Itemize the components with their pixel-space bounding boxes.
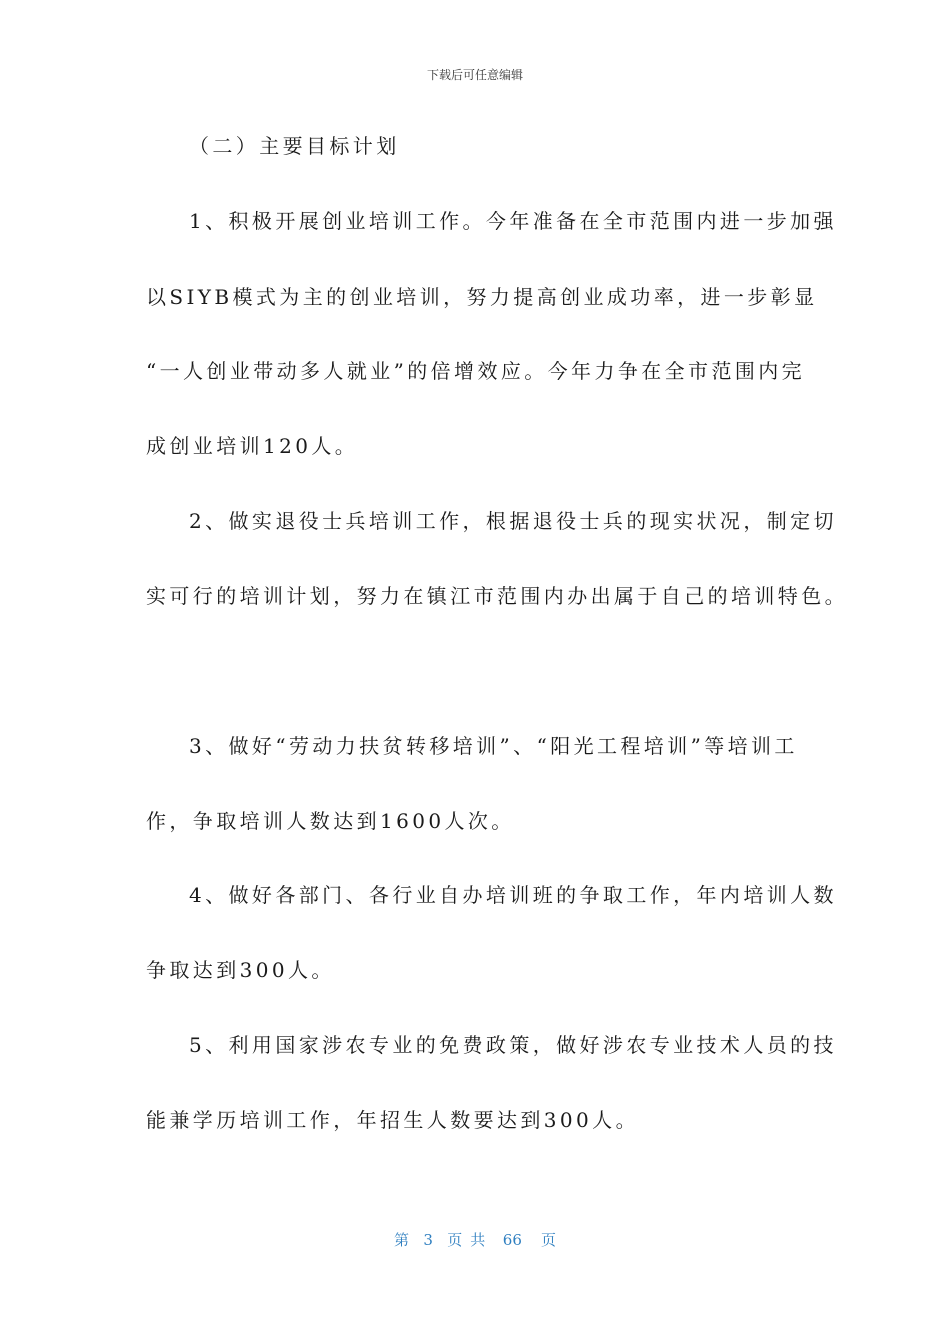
page-header: 下载后可任意编辑 [426, 68, 523, 82]
paragraph-1-line-3: “一人创业带动多人就业”的倍增效应。今年力争在全市范围内完 [146, 359, 806, 383]
paragraph-3-line-2: 作，争取培训人数达到1600人次。 [146, 809, 515, 833]
paragraph-1-line-2: 以SIYB模式为主的创业培训，努力提高创业成功率，进一步彰显 [146, 285, 818, 309]
footer-current-page: 3 [423, 1231, 433, 1249]
paragraph-1-line-4: 成创业培训120人。 [146, 434, 359, 458]
paragraph-5-line-2: 能兼学历培训工作，年招生人数要达到300人。 [146, 1108, 639, 1132]
paragraph-3-line-1: 3、做好“劳动力扶贫转移培训”、“阳光工程培训”等培训工 [189, 734, 798, 758]
paragraph-5-line-1: 5、利用国家涉农专业的免费政策，做好涉农专业技术人员的技 [189, 1033, 837, 1057]
footer-page-prefix: 第 [394, 1231, 410, 1249]
paragraph-4-line-1: 4、做好各部门、各行业自办培训班的争取工作，年内培训人数 [189, 883, 837, 907]
section-heading: （二）主要目标计划 [189, 134, 400, 158]
page-footer [0, 1229, 950, 1250]
paragraph-1-line-1: 1、积极开展创业培训工作。今年准备在全市范围内进一步加强 [189, 209, 837, 233]
footer-page-mid: 页共 [447, 1231, 494, 1249]
footer-total-pages: 66 [502, 1231, 522, 1249]
paragraph-2-line-1: 2、做实退役士兵培训工作，根据退役士兵的现实状况，制定切 [189, 509, 837, 533]
footer-page-suffix: 页 [540, 1231, 556, 1249]
paragraph-2-line-2: 实可行的培训计划，努力在镇江市范围内办出属于自己的培训特色。 [146, 584, 848, 608]
paragraph-4-line-2: 争取达到300人。 [146, 958, 335, 982]
